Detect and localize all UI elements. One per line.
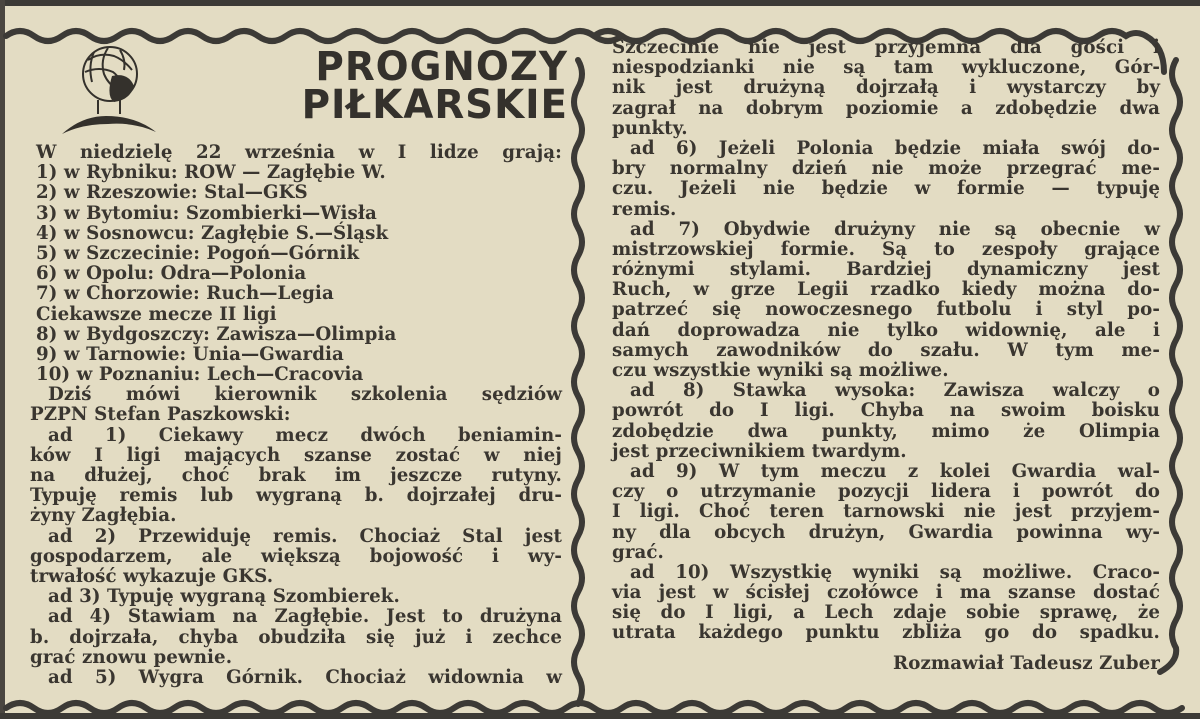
text-line: czu wszystkie wyniki są możliwe. xyxy=(612,360,949,381)
text-line: ad 3) Typuję wygraną Szombierek. xyxy=(48,586,400,608)
text-line: 9) w Tarnowie: Unia—Gwardia xyxy=(36,343,344,365)
text-line: ad 2) Przewiduję remis. Chociaż Stal jest xyxy=(48,525,562,547)
text-line: ad 1) Ciekawy mecz dwóch beniamin- xyxy=(48,424,562,446)
text-line: na dłużej, choć brak im jeszcze rutyny. xyxy=(30,465,562,486)
column-divider xyxy=(574,60,582,704)
author-signature: Rozmawiał Tadeusz Zuber xyxy=(893,652,1160,674)
text-line: różnymi stylami. Bardziej dynamiczny jest xyxy=(612,259,1160,281)
text-line: 7) w Chorzowie: Ruch—Legia xyxy=(36,283,334,305)
text-line: I ligi. Choć teren tarnowski nie jest przyjem- xyxy=(612,501,1160,523)
text-line: czy o utrzymanie pozycji lidera i powrót do xyxy=(612,481,1160,503)
text-line: remis. xyxy=(612,198,677,220)
text-line: grać znowu pewnie. xyxy=(30,646,233,668)
text-line: zagrał na dobrym poziomie a zdobędzie dwa xyxy=(612,97,1160,119)
text-line: żyny Zagłębia. xyxy=(30,505,177,527)
text-line: trwałość wykazuje GKS. xyxy=(30,565,274,587)
text-line: 8) w Bydgoszczy: Zawisza—Olimpia xyxy=(36,323,397,345)
text-line: patrzeć się nowoczesnego futbolu i styl po- xyxy=(612,299,1160,321)
page-title xyxy=(281,44,568,128)
text-line: jest przeciwnikiem twardym. xyxy=(612,440,907,462)
text-line: b. dojrzała, chyba obudziła się już i zechce xyxy=(30,626,562,648)
text-line: ad 6) Jeżeli Polonia będzie miała swój do- xyxy=(630,137,1160,159)
text-line: Szczecinie nie jest przyjemna dla gości i xyxy=(612,37,1160,58)
text-line: gospodarzem, ale większą bojowość i wy- xyxy=(30,545,562,567)
text-line: ad 5) Wygra Górnik. Chociaż widownia w xyxy=(48,666,562,688)
text-line: ny dla obcych drużyn, Gwardia powinna wy- xyxy=(612,521,1160,543)
text-line: Ruch, w grze Legii rzadko kiedy można do- xyxy=(612,279,1160,301)
text-line: nik jest drużyną dojrzałą i wystarczy by xyxy=(612,77,1160,99)
text-line: zdobędzie dwa punkty, mimo że Olimpia xyxy=(612,420,1160,442)
right-column xyxy=(612,38,1160,674)
text-line: dań doprowadza nie tylko widownię, ale i xyxy=(612,319,1160,341)
text-line: Dziś mówi kierownik szkolenia sędziów xyxy=(48,384,562,406)
text-line: Ciekawsze mecze II ligi xyxy=(36,303,277,325)
text-line: 10) w Poznaniu: Lech—Cracovia xyxy=(36,364,364,386)
text-line: powrót do I ligi. Chyba na swoim boisku xyxy=(612,400,1160,422)
text-line: punkty. xyxy=(612,117,688,139)
text-line: ad 10) Wszystkię wyniki są możliwe. Craco- xyxy=(630,561,1160,583)
bottom-rule xyxy=(0,713,1200,719)
text-line: ad 8) Stawka wysoka: Zawisza walczy o xyxy=(630,380,1160,402)
text-line: 1) w Rybniku: ROW — Zagłębie W. xyxy=(36,162,386,184)
text-line: PZPN Stefan Paszkowski: xyxy=(30,404,291,426)
text-line: 3) w Bytomiu: Szombierki—Wisła xyxy=(36,202,377,224)
text-line: ad 7) Obydwie drużyny nie są obecnie w xyxy=(630,218,1160,240)
title-line-2: PIŁKARSKIE xyxy=(301,82,568,128)
text-line: utrata każdego punktu zbliża go do spadku. xyxy=(612,622,1160,644)
text-line: mistrzowskiej formie. Są to zespoły grające xyxy=(612,238,1160,260)
text-line: via jest w ścisłej czołówce i ma szanse dostać xyxy=(612,582,1160,604)
text-line: samych zawodników do szału. W tym me- xyxy=(612,339,1160,361)
text-line: się do I ligi, a Lech zdaje sobie sprawę, że xyxy=(612,602,1160,624)
text-line: ków I ligi mających szanse zostać w niej xyxy=(30,444,562,466)
text-line: grać. xyxy=(612,541,664,563)
text-line: bry normalny dzień nie może przegrać me- xyxy=(612,158,1160,180)
bottom-wave xyxy=(6,703,1182,713)
text-line: niespodzianki nie są tam wykluczone, Gór- xyxy=(612,57,1160,79)
text-line: 5) w Szczecinie: Pogoń—Górnik xyxy=(36,242,360,264)
title-line-1: PROGNOZY xyxy=(315,44,568,90)
text-line: 4) w Sosnowcu: Zagłębie S.—Śląsk xyxy=(36,222,389,244)
text-line: W niedzielę 22 września w I lidze grają: xyxy=(36,142,562,163)
text-line: ad 4) Stawiam na Zagłębie. Jest to drużyna xyxy=(48,606,562,628)
text-line: 2) w Rzeszowie: Stal—GKS xyxy=(36,182,308,204)
right-wave xyxy=(1160,60,1180,672)
text-line: ad 9) W tym meczu z kolei Gwardia wal- xyxy=(630,460,1160,482)
text-line: 6) w Opolu: Odra—Polonia xyxy=(36,263,307,285)
left-column xyxy=(30,143,562,688)
text-line: Typuję remis lub wygraną b. dojrzałej dru- xyxy=(30,485,562,507)
text-line: czu. Jeżeli nie będzie w formie — typuję xyxy=(612,178,1160,200)
football-head-icon xyxy=(58,38,158,138)
